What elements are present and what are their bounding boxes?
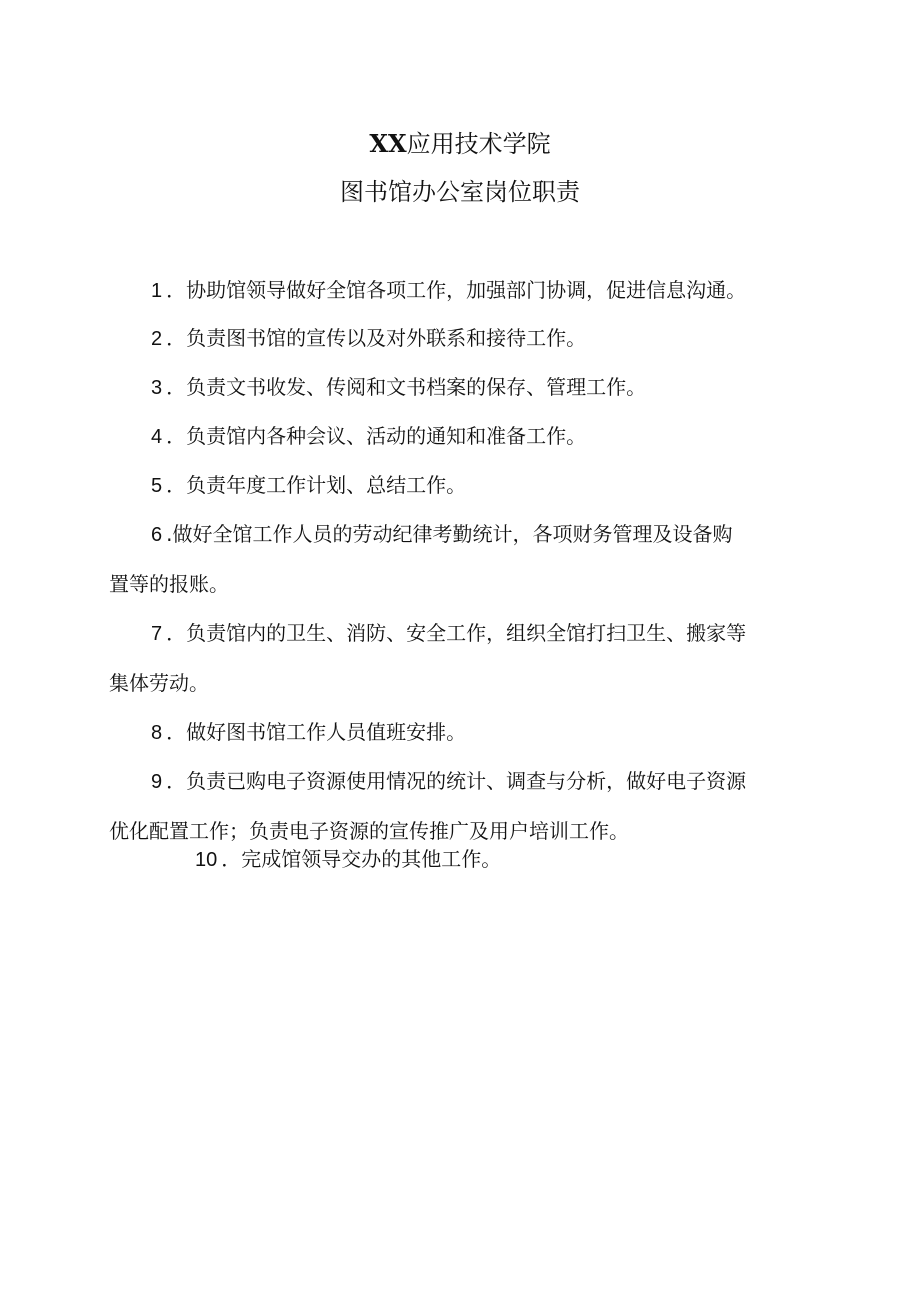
duty-item-5 — [109, 460, 799, 510]
duty-item-8 — [109, 707, 799, 757]
duty-item-4 — [109, 411, 799, 461]
org-name: 应用技术学院 — [406, 130, 551, 158]
duty-line — [109, 411, 799, 461]
duty-item-1 — [109, 265, 799, 315]
duty-number: 9 — [151, 771, 163, 793]
duty-line-continued: 优化配置工作；负责电子资源的宣传推广及用户培训工作。 — [109, 819, 629, 843]
duty-line — [109, 460, 799, 510]
duty-line — [109, 608, 799, 658]
duty-item-10 — [109, 834, 799, 884]
duty-number: 6 — [151, 524, 163, 546]
duty-item-3 — [109, 362, 799, 412]
duty-line — [109, 509, 799, 559]
duty-number: 1 — [151, 280, 163, 302]
org-title — [0, 129, 920, 159]
duty-text: ．完成馆领导交办的其他工作。 — [221, 847, 502, 871]
duty-text: ．做好图书馆工作人员值班安排。 — [166, 720, 467, 744]
duty-number: 5 — [151, 475, 163, 497]
duty-line-continued: 置等的报账。 — [109, 572, 229, 596]
duty-number: 3 — [151, 377, 163, 399]
duty-text: ．负责年度工作计划、总结工作。 — [166, 473, 467, 497]
duty-text: ．负责图书馆的宣传以及对外联系和接待工作。 — [166, 326, 587, 350]
duty-item-7 — [109, 608, 799, 708]
duty-text: ．协助馆领导做好全馆各项工作，加强部门协调，促进信息沟通。 — [166, 278, 747, 302]
duty-line — [109, 834, 799, 884]
org-prefix: XX — [369, 129, 407, 158]
duty-item-2 — [109, 313, 799, 363]
doc-title: 图书馆办公室岗位职责 — [340, 178, 580, 206]
duty-line — [109, 756, 799, 806]
duty-text: ．负责馆内的卫生、消防、安全工作，组织全馆打扫卫生、搬家等 — [166, 621, 747, 645]
duty-line — [109, 265, 799, 315]
duty-text: ．负责已购电子资源使用情况的统计、调查与分析，做好电子资源 — [166, 769, 747, 793]
duty-text: .做好全馆工作人员的劳动纪律考勤统计，各项财务管理及设备购 — [166, 522, 733, 546]
duty-number: 8 — [151, 722, 163, 744]
duty-text: ．负责文书收发、传阅和文书档案的保存、管理工作。 — [166, 375, 647, 399]
duty-number: 4 — [151, 426, 163, 448]
duty-line — [109, 313, 799, 363]
duty-text: ．负责馆内各种会议、活动的通知和准备工作。 — [166, 424, 587, 448]
duty-line — [109, 707, 799, 757]
duty-line-continued: 集体劳动。 — [109, 671, 209, 695]
duty-number: 2 — [151, 328, 163, 350]
duty-number: 10 — [195, 849, 218, 871]
duty-item-6 — [109, 509, 799, 609]
duty-number: 7 — [151, 623, 163, 645]
duty-line — [109, 362, 799, 412]
